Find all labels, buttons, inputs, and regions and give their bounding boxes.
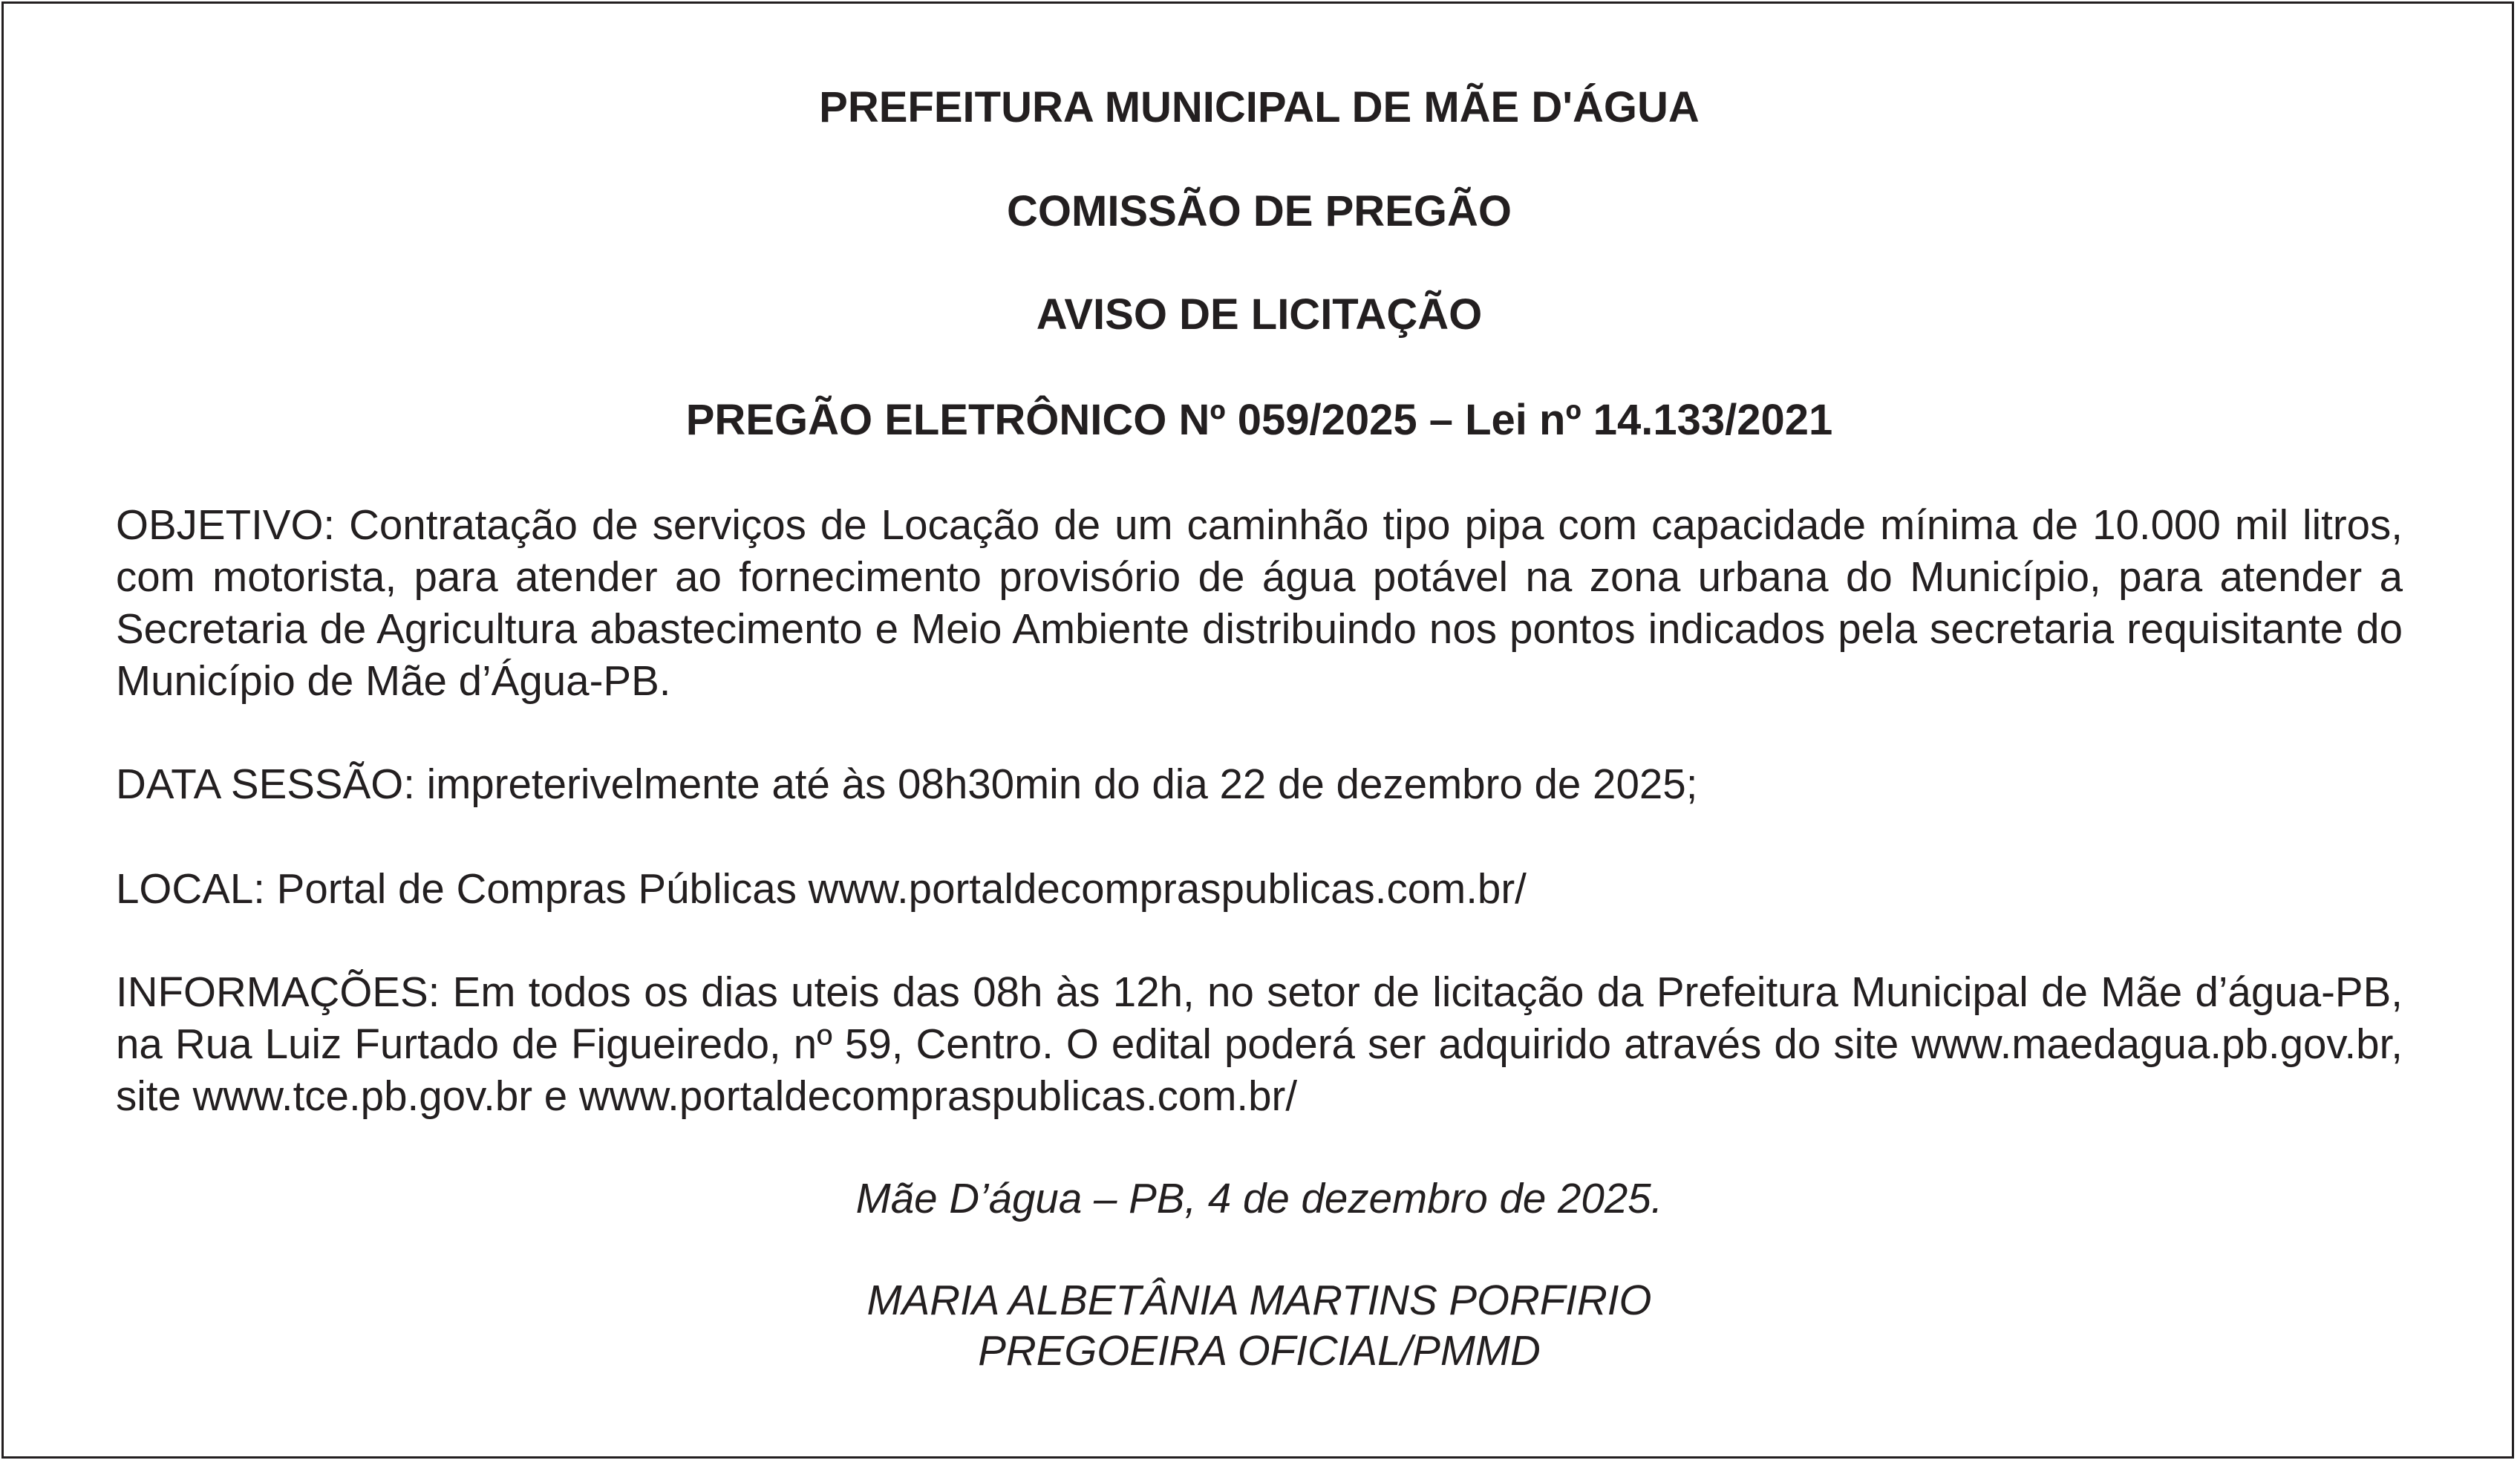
session-date-paragraph: DATA SESSÃO: impreterivelmente até às 08h30min do dia 22 de dezembro de 2025; — [116, 760, 1698, 807]
municipality-heading: PREFEITURA MUNICIPAL DE MÃE D'ÁGUA — [819, 83, 1700, 131]
notice-type-heading: AVISO DE LICITAÇÃO — [1036, 290, 1483, 339]
objective-paragraph: OBJETIVO: Contratação de serviços de Locação de um caminhão tipo pipa com capacidade mínima de 10.000 mil litros, com motorista, para atender ao fornecimento provisório de água potável na zona urbana do Município, para atender a Secretaria de Agricultura abastecimento e Meio Ambiente distribuindo nos pontos indicados pela secretaria requisitante do Município de Mãe d’Água-PB. — [116, 501, 2403, 704]
process-heading: PREGÃO ELETRÔNICO Nº 059/2025 – Lei nº 14.133/2021 — [685, 396, 1833, 444]
signatory-title: PREGOEIRA OFICIAL/PMMD — [978, 1327, 1541, 1374]
commission-heading: COMISSÃO DE PREGÃO — [1007, 187, 1512, 235]
information-paragraph: INFORMAÇÕES: Em todos os dias uteis das 08h às 12h, no setor de licitação da Prefeitura Municipal de Mãe d’água-PB, na Rua Luiz Furtado de Figueiredo, nº 59, Centro. O edital poderá ser adquirido através do site www.maedagua.pb.gov.br, site www.tce.pb.gov.br e www.portaldecompraspublicas.com.br/ — [116, 968, 2403, 1119]
place-date: Mãe D’água – PB, 4 de dezembro de 2025. — [855, 1175, 1663, 1222]
location-paragraph: LOCAL: Portal de Compras Públicas www.portaldecompraspublicas.com.br/ — [116, 865, 1527, 912]
signatory-name: MARIA ALBETÂNIA MARTINS PORFIRIO — [866, 1277, 1652, 1323]
